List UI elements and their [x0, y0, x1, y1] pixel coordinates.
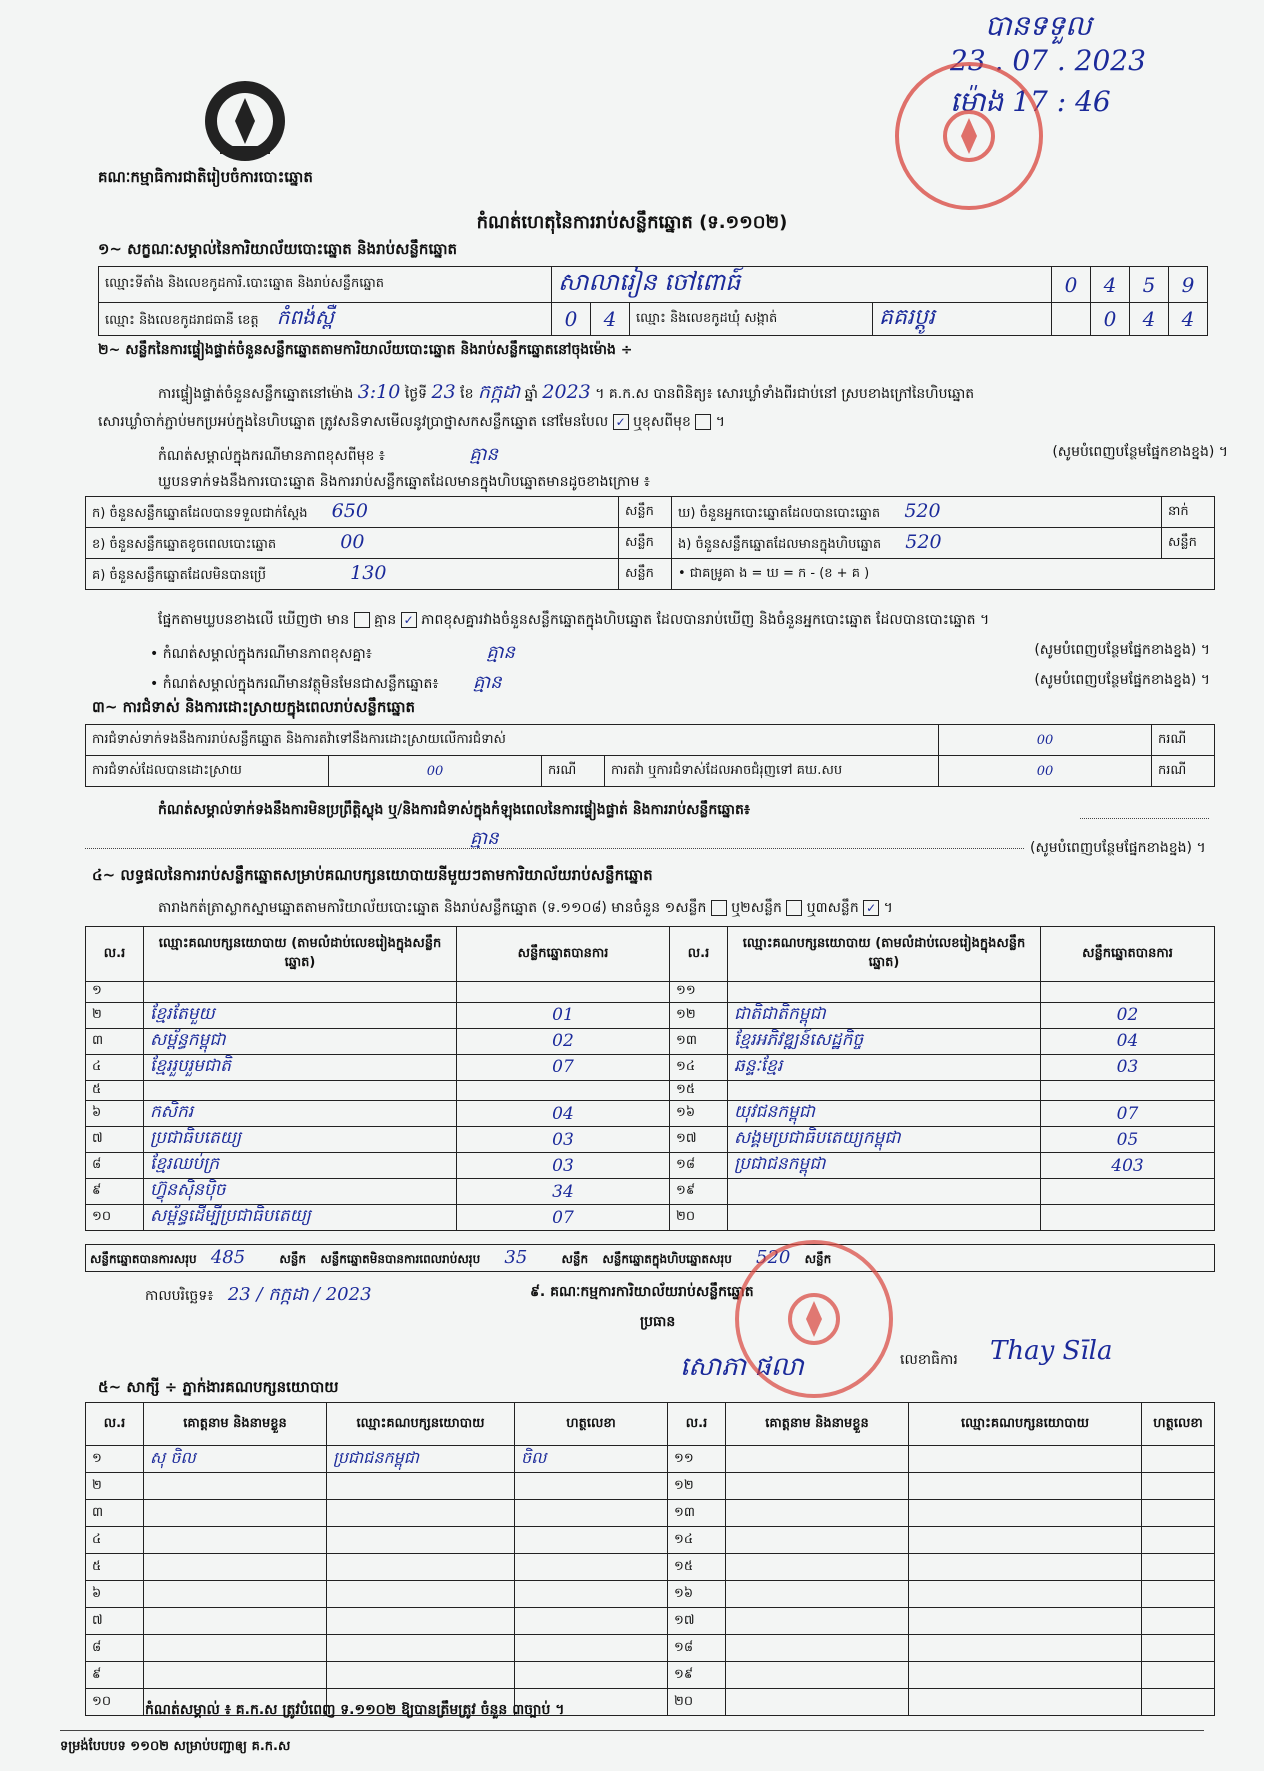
place-value: សាលារៀន ចៅពោធ៍	[552, 267, 1052, 303]
row-no: ៣	[86, 1500, 144, 1527]
chair-label: ប្រធាន	[640, 1314, 676, 1330]
witness-name	[726, 1554, 909, 1581]
table-row	[86, 1446, 1215, 1473]
party-votes	[1041, 1080, 1215, 1101]
objection-row2-value: 00	[329, 756, 542, 787]
bullet1-value: គ្មាន	[486, 642, 515, 663]
witness-signature	[515, 1635, 668, 1662]
row-no: ១	[86, 1446, 144, 1473]
party-votes: 04	[1041, 1028, 1215, 1054]
witness-name	[726, 1662, 909, 1689]
row-b-value: 00	[340, 531, 365, 553]
total-invalid-label: សន្លឹកឆ្នោតមិនបានការពេលរាប់សរុប	[320, 1252, 481, 1266]
row-e-unit: សន្លឹក	[1162, 528, 1215, 559]
line2-text: សោរឃ្លាំចាក់ភ្ជាប់មកប្រអប់ក្នុងនៃហិបឆ្នោត ត្រូវសនិទាសមើលនូវប្រាថ្នាសកសន្លឹកឆ្នោត នៅមែនបែល	[98, 414, 609, 430]
objection-row2-unit: ករណី	[542, 756, 605, 787]
table-row	[86, 1179, 1215, 1205]
witness-party	[909, 1527, 1142, 1554]
witness-party	[909, 1581, 1142, 1608]
w-col-sign-right: ហត្ថលេខា	[1142, 1403, 1215, 1446]
row-b-label: ខ) ចំនួនសន្លឹកឆ្នោតខូចពេលបោះឆ្នោត	[92, 537, 277, 552]
secretary-signature: Thay Sīla	[990, 1336, 1113, 1366]
party-name: ឆន្ទៈខ្មែរ	[728, 1054, 1041, 1080]
party-name	[728, 1205, 1041, 1231]
party-name	[728, 1179, 1041, 1205]
party-votes	[457, 982, 670, 1003]
party-name: ប្រជាធិបតេយ្យ	[144, 1127, 457, 1153]
witness-signature	[1142, 1500, 1215, 1527]
witness-signature	[1142, 1689, 1215, 1716]
col-votes-left: សន្លឹកឆ្នោតបានការ	[457, 927, 670, 982]
party-results-body	[86, 982, 1215, 1231]
row-no: ១៥	[668, 1554, 726, 1581]
objection-row1-unit: ករណី	[1152, 725, 1215, 756]
witness-name	[144, 1473, 327, 1500]
total-valid-unit: សន្លឹក	[279, 1252, 307, 1266]
total-box-value: 520	[756, 1247, 791, 1268]
receipt-label: បានទទួល	[985, 9, 1092, 42]
row-no: ១២	[670, 1002, 728, 1028]
party-name	[728, 1080, 1041, 1101]
day-label: ថ្ងៃទី	[404, 386, 428, 402]
receipt-time: ម៉ោង 17 : 46	[950, 85, 1111, 118]
section2-heading: ២~ សន្លឹកនៃការផ្ទៀងផ្ទាត់ចំនួនសន្លឹកឆ្នោតតាមការិយាល័យបោះឆ្នោត និងរាប់សន្លឹកឆ្នោតនៅចុងម៉ោង ÷	[98, 342, 633, 358]
party-votes: 07	[1041, 1101, 1215, 1127]
committee-label: ៩. គណៈកម្មការការិយាល័យរាប់សន្លឹកឆ្នោត	[530, 1284, 754, 1300]
witness-name	[726, 1473, 909, 1500]
opt2-label: ឬ២សន្លឹក	[731, 900, 782, 916]
stamp-emblem-icon-2	[784, 1289, 844, 1349]
table-row	[86, 1054, 1215, 1080]
compare-c: ភាពខុសគ្នារវាងចំនួនសន្លឹកឆ្នោតក្នុងហិបឆ្នោត ដែលបានរាប់ឃើញ និងចំនួនអ្នកបោះឆ្នោត ដែលបានបោះឆ្នោត ។	[421, 612, 990, 628]
totals-row	[85, 1244, 1215, 1272]
table-row	[86, 1662, 1215, 1689]
witness-party	[327, 1527, 515, 1554]
row-no: ១៣	[670, 1028, 728, 1054]
row-no: ៧	[86, 1608, 144, 1635]
total-valid-value: 485	[210, 1247, 246, 1268]
party-votes: 04	[457, 1101, 670, 1127]
checkbox-2-sheets[interactable]	[786, 900, 802, 916]
party-votes: 403	[1041, 1153, 1215, 1179]
row-no: ១៦	[670, 1101, 728, 1127]
party-name	[144, 1080, 457, 1101]
line1-suffix: ។ គ.ក.ស បានពិនិត្យ៖ សោរឃ្លាំទាំងពីរជាប់នៅ ស្របខាងក្រៅនៃហិបឆ្នោត	[595, 386, 975, 402]
witness-signature	[515, 1473, 668, 1500]
row-no: ៥	[86, 1080, 144, 1101]
row-a-label: ក) ចំនួនសន្លឹកឆ្នោតដែលបានទទួលជាក់ស្តែង	[92, 506, 308, 521]
row-no: ១១	[668, 1446, 726, 1473]
witness-name	[144, 1500, 327, 1527]
witness-party	[327, 1662, 515, 1689]
year-label: ឆ្នាំ	[524, 386, 538, 402]
section1-heading: ១~ សក្ខណៈសម្គាល់នៃការិយាល័យបោះឆ្នោត និងរាប់សន្លឹកឆ្នោត	[98, 240, 458, 258]
table-row	[86, 1635, 1215, 1662]
witness-party	[327, 1473, 515, 1500]
col-votes-right: សន្លឹកឆ្នោតបានការ	[1041, 927, 1215, 982]
party-name: សង្គមប្រជាធិបតេយ្យកម្ពុជា	[728, 1127, 1041, 1153]
row-no: ២	[86, 1473, 144, 1500]
section1-table	[98, 266, 1208, 336]
party-name: ខ្មែរឈប់ក្រ	[144, 1153, 457, 1179]
section3-note-value: គ្មាន	[470, 828, 499, 849]
receipt-date: 23 . 07 . 2023	[950, 44, 1146, 77]
witness-signature	[515, 1500, 668, 1527]
witness-name: សុ ចិល	[144, 1446, 327, 1473]
witness-party	[909, 1689, 1142, 1716]
row-no: ២០	[670, 1205, 728, 1231]
witness-party	[327, 1581, 515, 1608]
commune-label: ឈ្មោះ និងលេខកូដឃុំ សង្កាត់	[630, 303, 873, 336]
compare-line	[158, 610, 1238, 631]
fill-note-1: (សូមបំពេញបន្ថែមផ្នែកខាងខ្នង) ។	[1052, 444, 1228, 460]
row-no: ១០	[86, 1689, 144, 1716]
commune-code-2: 4	[1130, 303, 1169, 336]
party-name: យុវជនកម្ពុជា	[728, 1101, 1041, 1127]
section5-footnote: កំណត់សម្គាល់ ៖ គ.ក.ស ត្រូវបំពេញ ទ.១១០២ ឱ្យបានត្រឹមត្រូវ ចំនួន ៣ច្បាប់ ។	[145, 1702, 565, 1718]
stamp-emblem-icon	[939, 106, 999, 166]
count-year: 2023	[542, 381, 591, 403]
table-row	[86, 1028, 1215, 1054]
province-value: កំពង់ស្ពឺ	[276, 305, 334, 329]
row-no: ១៥	[670, 1080, 728, 1101]
witness-name	[144, 1635, 327, 1662]
witness-signature	[1142, 1446, 1215, 1473]
row-no: ១៧	[668, 1608, 726, 1635]
opt3-label: ឬ៣សន្លឹក	[806, 900, 859, 916]
row-b-unit: សន្លឹក	[619, 528, 672, 559]
witness-party	[909, 1473, 1142, 1500]
col-no-left: ល.រ	[86, 927, 144, 982]
table-row	[86, 1127, 1215, 1153]
witness-signature	[1142, 1527, 1215, 1554]
row-no: ២០	[668, 1689, 726, 1716]
note-label: កំណត់សម្គាល់ក្នុងករណីមានភាពខុសពីមុខ ៖	[158, 448, 385, 464]
province-code-1: 0	[552, 303, 591, 336]
secretary-label: លេខាធិការ	[900, 1352, 958, 1368]
col-no-right: ល.រ	[670, 927, 728, 982]
witness-party	[909, 1662, 1142, 1689]
party-votes: 34	[457, 1179, 670, 1205]
party-votes: 03	[457, 1127, 670, 1153]
party-name	[728, 982, 1041, 1003]
witness-name	[726, 1446, 909, 1473]
witness-party: ប្រជាជនកម្ពុជា	[327, 1446, 515, 1473]
table-row	[86, 1500, 1215, 1527]
place-code-2: 4	[1091, 267, 1130, 303]
place-label: ឈ្មោះទីតាំង និងលេខកូដការិ.បោះឆ្នោត និងរាប់សន្លឹកឆ្នោត	[99, 267, 552, 303]
table-row	[86, 1205, 1215, 1231]
table-row	[86, 1002, 1215, 1028]
witness-party	[909, 1500, 1142, 1527]
objection-row2b-label: ការតវ៉ា ឬការជំទាស់ដែលអាចជំរុញទៅ គឃ.សប	[605, 756, 939, 787]
witness-signature	[1142, 1473, 1215, 1500]
table-row	[86, 1473, 1215, 1500]
total-box-label: សន្លឹកឆ្នោតក្នុងហិបឆ្នោតសរុប	[602, 1252, 732, 1266]
row-c-unit: សន្លឹក	[619, 559, 672, 590]
place-code-1: 0	[1052, 267, 1091, 303]
checkbox-intact[interactable]: ✓	[613, 414, 629, 430]
row-no: ១៩	[670, 1179, 728, 1205]
official-stamp-top	[895, 62, 1043, 210]
witness-name	[144, 1554, 327, 1581]
fill-note-2: (សូមបំពេញបន្ថែមផ្នែកខាងខ្នង) ។	[1034, 642, 1210, 658]
party-votes: 03	[1041, 1054, 1215, 1080]
w-col-name-right: គោត្តនាម និងនាមខ្លួន	[726, 1403, 909, 1446]
objection-row2-label: ការជំទាស់ដែលបានដោះស្រាយ	[86, 756, 329, 787]
commune-code-3: 4	[1169, 303, 1208, 336]
date-value: 23 / កក្កដា / 2023	[227, 1284, 372, 1305]
witness-name	[144, 1608, 327, 1635]
row-d-value: 520	[904, 500, 941, 522]
party-votes: 07	[457, 1054, 670, 1080]
formula-label: • ជាគម្រូគា ង = ឃ = ក - (ខ + គ )	[672, 559, 1215, 590]
date-label: កាលបរិច្ឆេទ៖	[145, 1288, 214, 1304]
witness-signature	[1142, 1581, 1215, 1608]
witness-party	[909, 1608, 1142, 1635]
compare-b: គ្មាន	[373, 612, 397, 628]
commune-code-1: 0	[1091, 303, 1130, 336]
row-no: ១២	[668, 1473, 726, 1500]
witness-party	[327, 1500, 515, 1527]
party-results-table	[85, 926, 1215, 1231]
witness-signature	[515, 1554, 668, 1581]
bullet1	[150, 640, 1210, 667]
witness-name	[726, 1581, 909, 1608]
row-no: ៩	[86, 1662, 144, 1689]
row-no: ៧	[86, 1127, 144, 1153]
row-a-unit: សន្លឹក	[619, 497, 672, 528]
table-row	[86, 1153, 1215, 1179]
party-votes	[1041, 982, 1215, 1003]
witness-signature	[515, 1662, 668, 1689]
row-d-unit: នាក់	[1162, 497, 1215, 528]
row-no: ១០	[86, 1205, 144, 1231]
official-stamp-bottom	[735, 1240, 893, 1398]
w-col-no-right: ល.រ	[668, 1403, 726, 1446]
witness-signature	[1142, 1662, 1215, 1689]
party-votes: 02	[1041, 1002, 1215, 1028]
section5-heading: ៥~ សាក្សី ÷ ភ្នាក់ងារគណបក្សនយោបាយ	[98, 1378, 339, 1396]
province-label: ឈ្មោះ និងលេខកូដរាជធានី ខេត្ត	[105, 313, 259, 328]
bullet2-label: • កំណត់សម្គាល់ក្នុងករណីមានវត្ថុមិនមែនជាសន្លឹកឆ្នោត៖	[150, 676, 439, 692]
party-votes	[1041, 1205, 1215, 1231]
w-col-party-right: ឈ្មោះគណបក្សនយោបាយ	[909, 1403, 1142, 1446]
witness-signature	[515, 1527, 668, 1554]
party-votes	[1041, 1179, 1215, 1205]
row-no: ៨	[86, 1153, 144, 1179]
witness-name	[144, 1662, 327, 1689]
col-party-right: ឈ្មោះគណបក្សនយោបាយ (តាមលំដាប់លេខរៀងក្នុងសន្លឹកឆ្នោត)	[728, 927, 1041, 982]
chair-signature: សោភា ផលា	[680, 1352, 804, 1382]
witness-party	[909, 1446, 1142, 1473]
witness-name	[144, 1581, 327, 1608]
table-row	[86, 1608, 1215, 1635]
row-no: ២	[86, 1002, 144, 1028]
line1-prefix: ការផ្ទៀងផ្ទាត់ចំនួនសន្លឹកឆ្នោតនៅម៉ោង	[158, 386, 354, 402]
fill-note-4: (សូមបំពេញបន្ថែមផ្នែកខាងខ្នង) ។	[1030, 840, 1206, 856]
row-no: ៥	[86, 1554, 144, 1581]
form-title: កំណត់ហេតុនៃការរាប់សន្លឹកឆ្នោត (ទ.១១០២)	[476, 212, 788, 233]
row-c-value: 130	[350, 562, 387, 584]
objection-row1-label: ការជំទាស់ទាក់ទងនឹងការរាប់សន្លឹកឆ្នោត និងការតវ៉ាទៅនឹងការដោះស្រាយលើការជំទាស់	[86, 725, 939, 756]
row-no: ១៤	[670, 1054, 728, 1080]
w-col-party-left: ឈ្មោះគណបក្សនយោបាយ	[327, 1403, 515, 1446]
month-label: ខែ	[460, 386, 474, 402]
party-name: ប្រជាជនកម្ពុជា	[728, 1153, 1041, 1179]
witness-signature	[515, 1581, 668, 1608]
bullet1-label: • កំណត់សម្គាល់ក្នុងករណីមានភាពខុសគ្នា៖	[150, 646, 372, 662]
witness-party	[909, 1554, 1142, 1581]
table-row	[86, 982, 1215, 1003]
row-no: ៨	[86, 1635, 144, 1662]
row-a-value: 650	[331, 500, 368, 522]
table-row	[86, 1101, 1215, 1127]
section4-heading: ៤~ លទ្ធផលនៃការរាប់សន្លឹកឆ្នោតសម្រាប់គណបក្សនយោបាយនីមួយៗតាមការិយាល័យរាប់សន្លឹកឆ្នោត	[92, 866, 653, 884]
party-name	[144, 982, 457, 1003]
objection-row2b-unit: ករណី	[1152, 756, 1215, 787]
row-no: ១៩	[668, 1662, 726, 1689]
table-row	[86, 1554, 1215, 1581]
section2-line2: សោរឃ្លាំចាក់ភ្ជាប់មកប្រអប់ក្នុងនៃហិបឆ្នោត ត្រូវសនិទាសមើលនូវប្រាថ្នាសកសន្លឹកឆ្នោត នៅមែនបែល ✓ ឬខុសពីមុខ ។	[98, 414, 725, 430]
row-no: ៤	[86, 1054, 144, 1080]
footer-text: ទម្រង់បែបបទ ១១០២ សម្រាប់បញ្ជាឲ្យ គ.ក.ស	[60, 1739, 291, 1754]
place-code-3: 5	[1130, 267, 1169, 303]
fill-note-3: (សូមបំពេញបន្ថែមផ្នែកខាងខ្នង) ។	[1034, 672, 1210, 688]
count-hour: 3:10	[357, 381, 401, 403]
row-no: ៦	[86, 1581, 144, 1608]
party-name: ខ្មែរតែមួយ	[144, 1002, 457, 1028]
witness-table	[85, 1402, 1215, 1716]
row-no: ១៦	[668, 1581, 726, 1608]
witness-party	[327, 1635, 515, 1662]
party-votes: 07	[457, 1205, 670, 1231]
table-row	[86, 1581, 1215, 1608]
witness-body	[86, 1446, 1215, 1716]
checkbox-has-difference[interactable]	[354, 612, 370, 628]
section2-intro: ឃ្លបនទាក់ទងនឹងការបោះឆ្នោត និងការរាប់សន្លឹកឆ្នោតដែលមានក្នុងហិបឆ្នោតមានដូចខាងក្រោម ៖	[158, 474, 650, 490]
objection-row2b-value: 00	[939, 756, 1152, 787]
row-c-label: គ) ចំនួនសន្លឹកឆ្នោតដែលមិនបានប្រើ	[92, 568, 266, 583]
section3-note-label: កំណត់សម្គាល់ទាក់ទងនឹងការមិនប្រព្រឹត្តិស្លុង ឬ/និងការជំទាស់ក្នុងកំឡុងពេលនៃការផ្ទៀងផ្ទាត់ និងការរាប់សន្លឹកឆ្នោត៖	[158, 802, 751, 818]
bullet2-value: គ្មាន	[473, 672, 502, 693]
w-col-sign-left: ហត្ថលេខា	[515, 1403, 668, 1446]
row-no: ៣	[86, 1028, 144, 1054]
checkbox-different[interactable]	[695, 414, 711, 430]
party-votes: 03	[457, 1153, 670, 1179]
row-no: ៩	[86, 1179, 144, 1205]
row-d-label: ឃ) ចំនួនអ្នកបោះឆ្នោតដែលបានបោះឆ្នោត	[678, 506, 881, 521]
table-row	[86, 1527, 1215, 1554]
row-no: ១៨	[670, 1153, 728, 1179]
row-no: ១៣	[668, 1500, 726, 1527]
witness-signature	[1142, 1608, 1215, 1635]
intro-text: តារាងកត់ត្រាស្លាកស្នាមឆ្នោតតាមការិយាល័យបោះឆ្នោត និងរាប់សន្លឹកឆ្នោត (ទ.១១០៨) មានចំនួន ១សន្លឹក	[158, 900, 707, 916]
row-no: ១៧	[670, 1127, 728, 1153]
witness-name	[726, 1635, 909, 1662]
organization-name: គណៈកម្មាធិការជាតិរៀបចំការបោះឆ្នោត	[98, 168, 313, 186]
party-name: ខ្មែរអភិវឌ្ឍន៍សេដ្ឋកិច្ច	[728, 1028, 1041, 1054]
party-votes	[457, 1080, 670, 1101]
witness-party	[909, 1635, 1142, 1662]
witness-name	[144, 1527, 327, 1554]
section4-intro: តារាងកត់ត្រាស្លាកស្នាមឆ្នោតតាមការិយាល័យបោះឆ្នោត និងរាប់សន្លឹកឆ្នោត (ទ.១១០៨) មានចំនួន ១សន្លឹក ឬ២សន្លឹក ឬ៣សន្លឹក ✓ ។	[158, 900, 893, 916]
objection-row1-value: 00	[939, 725, 1152, 756]
checkbox-3-sheets[interactable]: ✓	[863, 900, 879, 916]
province-code-2: 4	[591, 303, 630, 336]
witness-name	[726, 1527, 909, 1554]
place-code-4: 9	[1169, 267, 1208, 303]
row-no: ១៨	[668, 1635, 726, 1662]
total-invalid-value: 35	[504, 1247, 528, 1268]
row-e-label: ង) ចំនួនសន្លឹកឆ្នោតដែលមានក្នុងហិបឆ្នោត	[678, 537, 882, 552]
party-name: កសិករ	[144, 1101, 457, 1127]
witness-signature	[515, 1608, 668, 1635]
witness-signature	[1142, 1554, 1215, 1581]
party-name: ខ្មែររួបរួមជាតិ	[144, 1054, 457, 1080]
witness-party	[327, 1554, 515, 1581]
section3-heading: ៣~ ការជំទាស់ និងការដោះស្រាយក្នុងពេលរាប់សន្លឹកឆ្នោត	[92, 698, 416, 716]
total-box-unit: សន្លឹក	[804, 1252, 832, 1266]
commune-value: គគរប្តូរ	[873, 303, 1052, 336]
witness-party	[327, 1608, 515, 1635]
party-name: សម្ព័ន្ធកម្ពុជា	[144, 1028, 457, 1054]
checkbox-no-difference[interactable]: ✓	[401, 612, 417, 628]
count-month: កក្កដា	[477, 381, 521, 403]
w-col-name-left: គោត្តនាម និងនាមខ្លួន	[144, 1403, 327, 1446]
bullet2	[150, 670, 1210, 697]
w-col-no-left: ល.រ	[86, 1403, 144, 1446]
row-no: ១៤	[668, 1527, 726, 1554]
total-invalid-unit: សន្លឹក	[561, 1252, 589, 1266]
witness-signature	[1142, 1635, 1215, 1662]
row-no: ១១	[670, 982, 728, 1003]
footer-divider	[60, 1730, 1204, 1731]
compare-a: ផ្នែកតាមឃ្លបនខាងលើ ឃើញថា មាន	[158, 612, 350, 628]
objection-table	[85, 724, 1215, 787]
ballot-count-table	[85, 496, 1215, 590]
party-votes: 05	[1041, 1127, 1215, 1153]
line2-tail: ឬខុសពីមុខ	[633, 414, 691, 430]
witness-name	[726, 1608, 909, 1635]
date-line	[145, 1282, 372, 1309]
witness-signature: ចិល	[515, 1446, 668, 1473]
row-no: ៤	[86, 1527, 144, 1554]
row-no: ៦	[86, 1101, 144, 1127]
national-emblem-icon	[200, 76, 290, 166]
count-day: 23	[431, 381, 456, 403]
witness-name	[726, 1500, 909, 1527]
party-name: ហ៊្វុនស៊ិនប៉ិច	[144, 1179, 457, 1205]
checkbox-1-sheet[interactable]	[711, 900, 727, 916]
row-no: ១	[86, 982, 144, 1003]
party-votes: 02	[457, 1028, 670, 1054]
party-votes: 01	[457, 1002, 670, 1028]
party-name: ជាតិជាតិកម្ពុជា	[728, 1002, 1041, 1028]
note-value: គ្មាន	[469, 444, 498, 465]
total-valid-label: សន្លឹកឆ្នោតបានការសរុប	[90, 1252, 197, 1266]
col-party-left: ឈ្មោះគណបក្សនយោបាយ (តាមលំដាប់លេខរៀងក្នុងសន្លឹកឆ្នោត)	[144, 927, 457, 982]
section2-note	[158, 442, 1228, 469]
section2-line1	[158, 380, 1238, 408]
table-row	[86, 1080, 1215, 1101]
party-name: សម្ព័ន្ធដើម្បីប្រជាធិបតេយ្យ	[144, 1205, 457, 1231]
row-e-value: 520	[905, 531, 942, 553]
witness-name	[726, 1689, 909, 1716]
